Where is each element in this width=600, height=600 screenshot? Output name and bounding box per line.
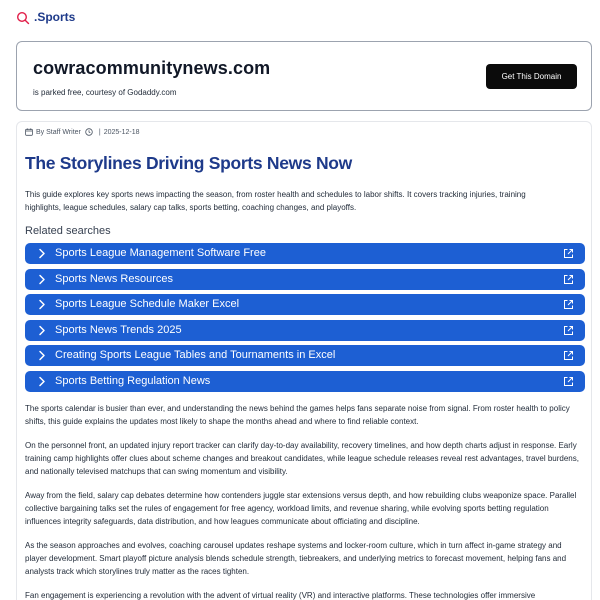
related-search-label: Sports League Management Software Free bbox=[55, 247, 266, 259]
chevron-right-icon bbox=[37, 299, 47, 310]
article-paragraph: On the personnel front, an updated injury report tracker can clarify day-to-day availability, recovery timelines, and how depth charts adjust in response. Early training camp highlights offer clues about scheme changes and breakout candidates, while league schedule releases reveal rest advantages, travel burdens, and nationally televised matchups that can swing momentum and visibility. bbox=[25, 441, 579, 476]
meta-separator: | bbox=[98, 128, 101, 136]
parked-courtesy-text: is parked free, courtesy of Godaddy.com bbox=[33, 88, 177, 97]
external-link-icon bbox=[563, 325, 574, 336]
article-title: The Storylines Driving Sports News Now bbox=[25, 153, 352, 173]
article-paragraph: The sports calendar is busier than ever, and understanding the news behind the games helps fans separate noise from signal. From roster health to policy shifts, this guide explains the updates most likely to shape the months ahead and where to find reliable context. bbox=[25, 404, 570, 426]
chevron-right-icon bbox=[37, 248, 47, 259]
top-bar bbox=[0, 0, 600, 34]
related-search-label: Sports News Resources bbox=[55, 272, 173, 285]
related-search-label: Sports Betting Regulation News bbox=[55, 374, 211, 387]
search-icon[interactable] bbox=[16, 11, 30, 25]
get-domain-button[interactable]: Get This Domain bbox=[486, 64, 577, 89]
external-link-icon bbox=[563, 248, 574, 259]
related-search-item[interactable] bbox=[25, 371, 585, 392]
chevron-right-icon bbox=[37, 325, 47, 336]
clock-icon bbox=[85, 128, 93, 136]
external-link-icon bbox=[563, 274, 574, 285]
article-card bbox=[16, 121, 592, 600]
related-search-item[interactable] bbox=[25, 345, 585, 366]
related-search-item[interactable] bbox=[25, 269, 585, 290]
article-paragraph: Fan engagement is experiencing a revolution with the advent of virtual reality (VR) and interactive platforms. These technologies offer immersive bbox=[25, 591, 536, 600]
related-search-label: Sports League Schedule Maker Excel bbox=[55, 298, 240, 310]
external-link-icon bbox=[563, 299, 574, 310]
article-meta bbox=[25, 128, 140, 136]
parked-domain-banner bbox=[16, 41, 592, 111]
article-date: 2025-12-18 bbox=[103, 128, 140, 136]
chevron-right-icon bbox=[37, 274, 47, 285]
brand-logo[interactable]: .Sports bbox=[34, 10, 76, 24]
related-search-label: Sports News Trends 2025 bbox=[55, 323, 182, 336]
article-paragraph: As the season approaches and evolves, coaching carousel updates reshape systems and locker-room culture, which in turn affect in-game strategy and player development. Smart playoff picture analysis blends schedule strength, tiebreakers, and underlying metrics to forecast movement, helping fans and analysts track which storylines truly matter as the races tighten. bbox=[25, 541, 567, 576]
domain-name: cowracommunitynews.com bbox=[33, 58, 271, 78]
article-body bbox=[25, 403, 581, 600]
chevron-right-icon bbox=[37, 376, 47, 387]
chevron-right-icon bbox=[37, 350, 47, 361]
external-link-icon bbox=[563, 376, 574, 387]
related-search-item[interactable] bbox=[25, 320, 585, 341]
related-search-item[interactable] bbox=[25, 243, 585, 264]
article-author: By Staff Writer bbox=[36, 128, 81, 136]
article-paragraph: Away from the field, salary cap debates determine how contenders juggle star extensions versus depth, and how rebuilding clubs weaponize space. Parallel collective bargaining talks set the rules of engagement for free agency, workload limits, and revenue sharing, while evolving sports betting regulation influences integrity safeguards, data distribution, and how leagues communicate about officiating and discipline. bbox=[25, 491, 577, 526]
related-searches-list bbox=[25, 243, 585, 396]
external-link-icon bbox=[563, 350, 574, 361]
related-searches-heading: Related searches bbox=[25, 225, 111, 237]
related-search-label: Creating Sports League Tables and Tournaments in Excel bbox=[55, 349, 336, 361]
calendar-icon bbox=[25, 128, 33, 136]
article-intro: This guide explores key sports news impacting the season, from roster health and schedules to labor shifts. It covers tracking injuries, training highlights, league schedules, salary cap talks, sports betting, coaching changes, and playoffs. bbox=[25, 190, 526, 212]
related-search-item[interactable] bbox=[25, 294, 585, 315]
